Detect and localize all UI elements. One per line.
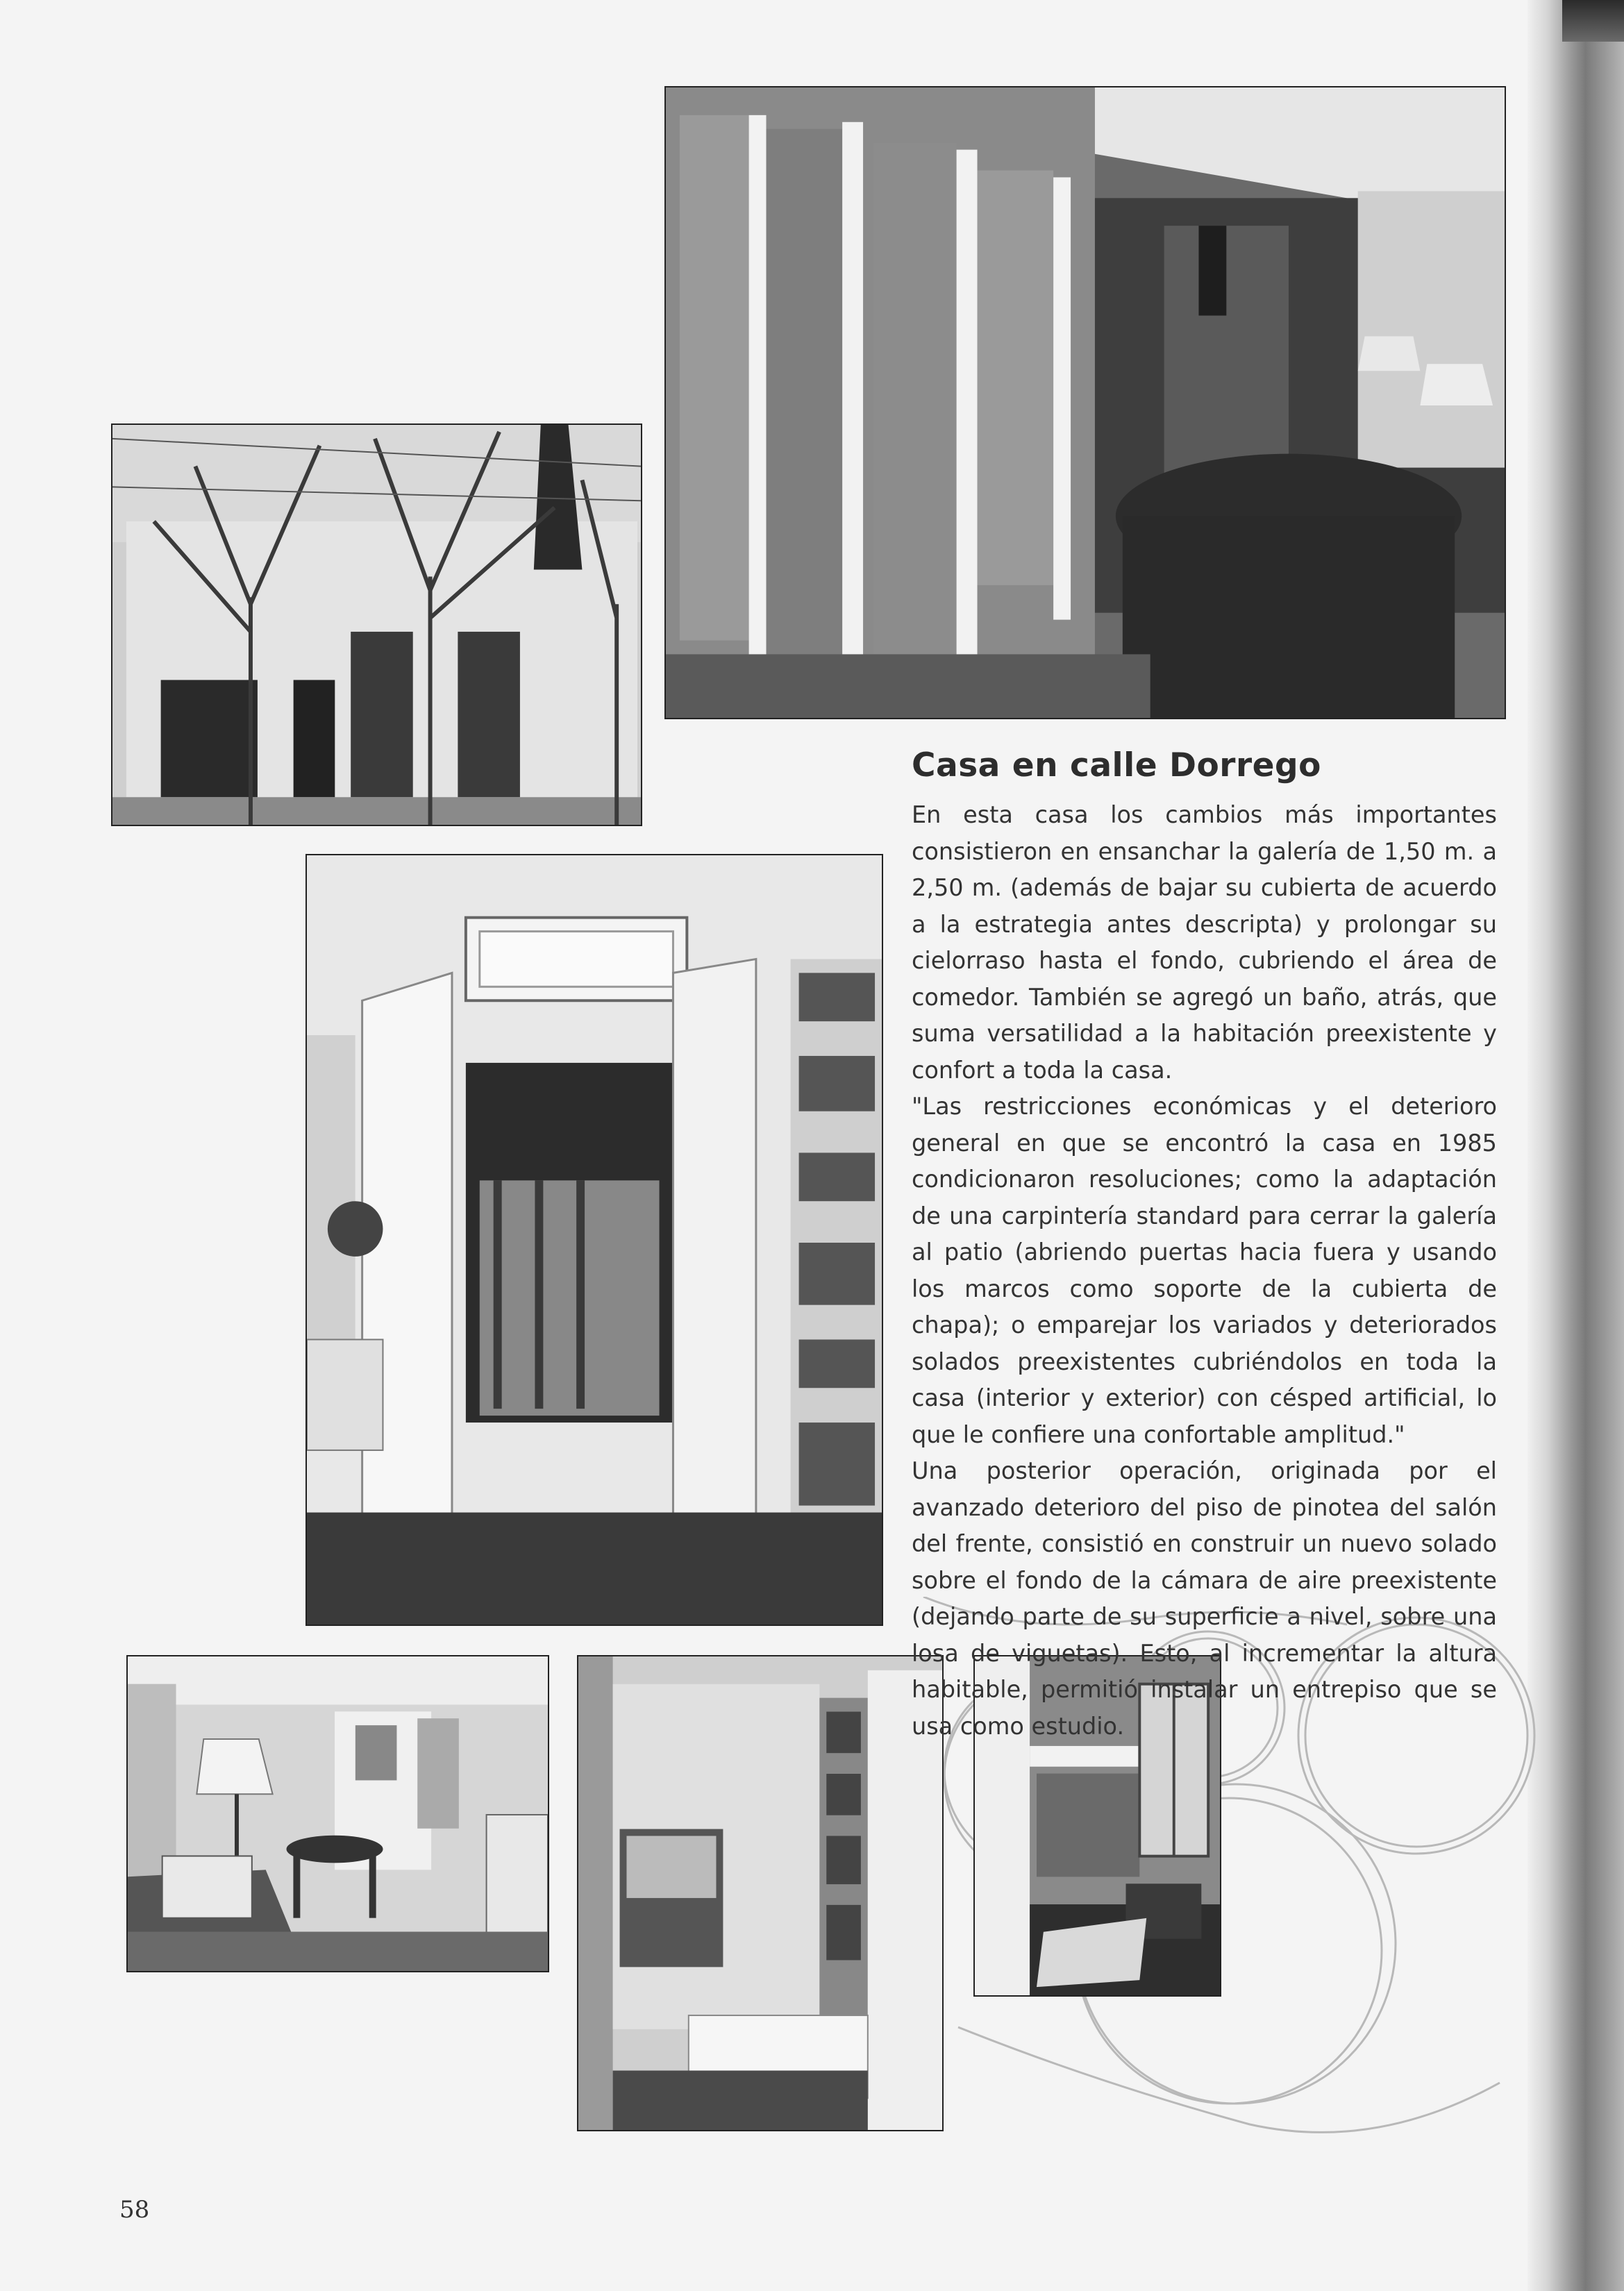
article-title: Casa en calle Dorrego — [912, 746, 1321, 784]
gallery-interior-photo — [664, 86, 1506, 719]
street-facade-photo — [111, 423, 642, 826]
bedroom-photo — [577, 1655, 944, 2131]
article-paragraph-2: "Las restricciones económicas y el deterioro general en que se encontró la casa en 1985 condicionaron resoluciones; como la adaptación de una carpintería standard para cerrar la galería al patio (abriendo puertas hacia fuera y usando los marcos como soporte de la cubierta de chapa); o emparejar los variados y deteriorados solados preexistentes cubriéndolos en toda la casa (interior y exterior) con césped artificial, lo que le confiere una confortable amplitud." — [912, 1093, 1497, 1448]
page-corner-dark — [1562, 0, 1624, 42]
doorway-bookshelf-photo — [305, 854, 883, 1626]
article-body — [912, 797, 1497, 1745]
article-paragraph-1: En esta casa los cambios más importantes consistieron en ensanchar la galería de 1,50 m. a 2,50 m. (además de bajar su cubierta de acuerdo a la estrategia antes descripta) y prolongar su cielorraso hasta el fondo, cubriendo el área de comedor. También se agregó un baño, atrás, que suma versatilidad a la habitación preexistente y confort a toda la casa. — [912, 801, 1497, 1084]
living-room-photo — [126, 1655, 549, 1972]
page-number: 58 — [119, 2196, 150, 2224]
article-paragraph-3: Una posterior operación, originada por el avanzado deterioro del piso de pinotea del salón del frente, consistió en construir un nuevo solado sobre el fondo de la cámara de aire preexistente (dejando parte de su superficie a nivel, sobre una losa de viguetas). Esto, al incrementar la altura habitable, permitió instalar un entrepiso que se usa como estudio. — [912, 1457, 1497, 1740]
